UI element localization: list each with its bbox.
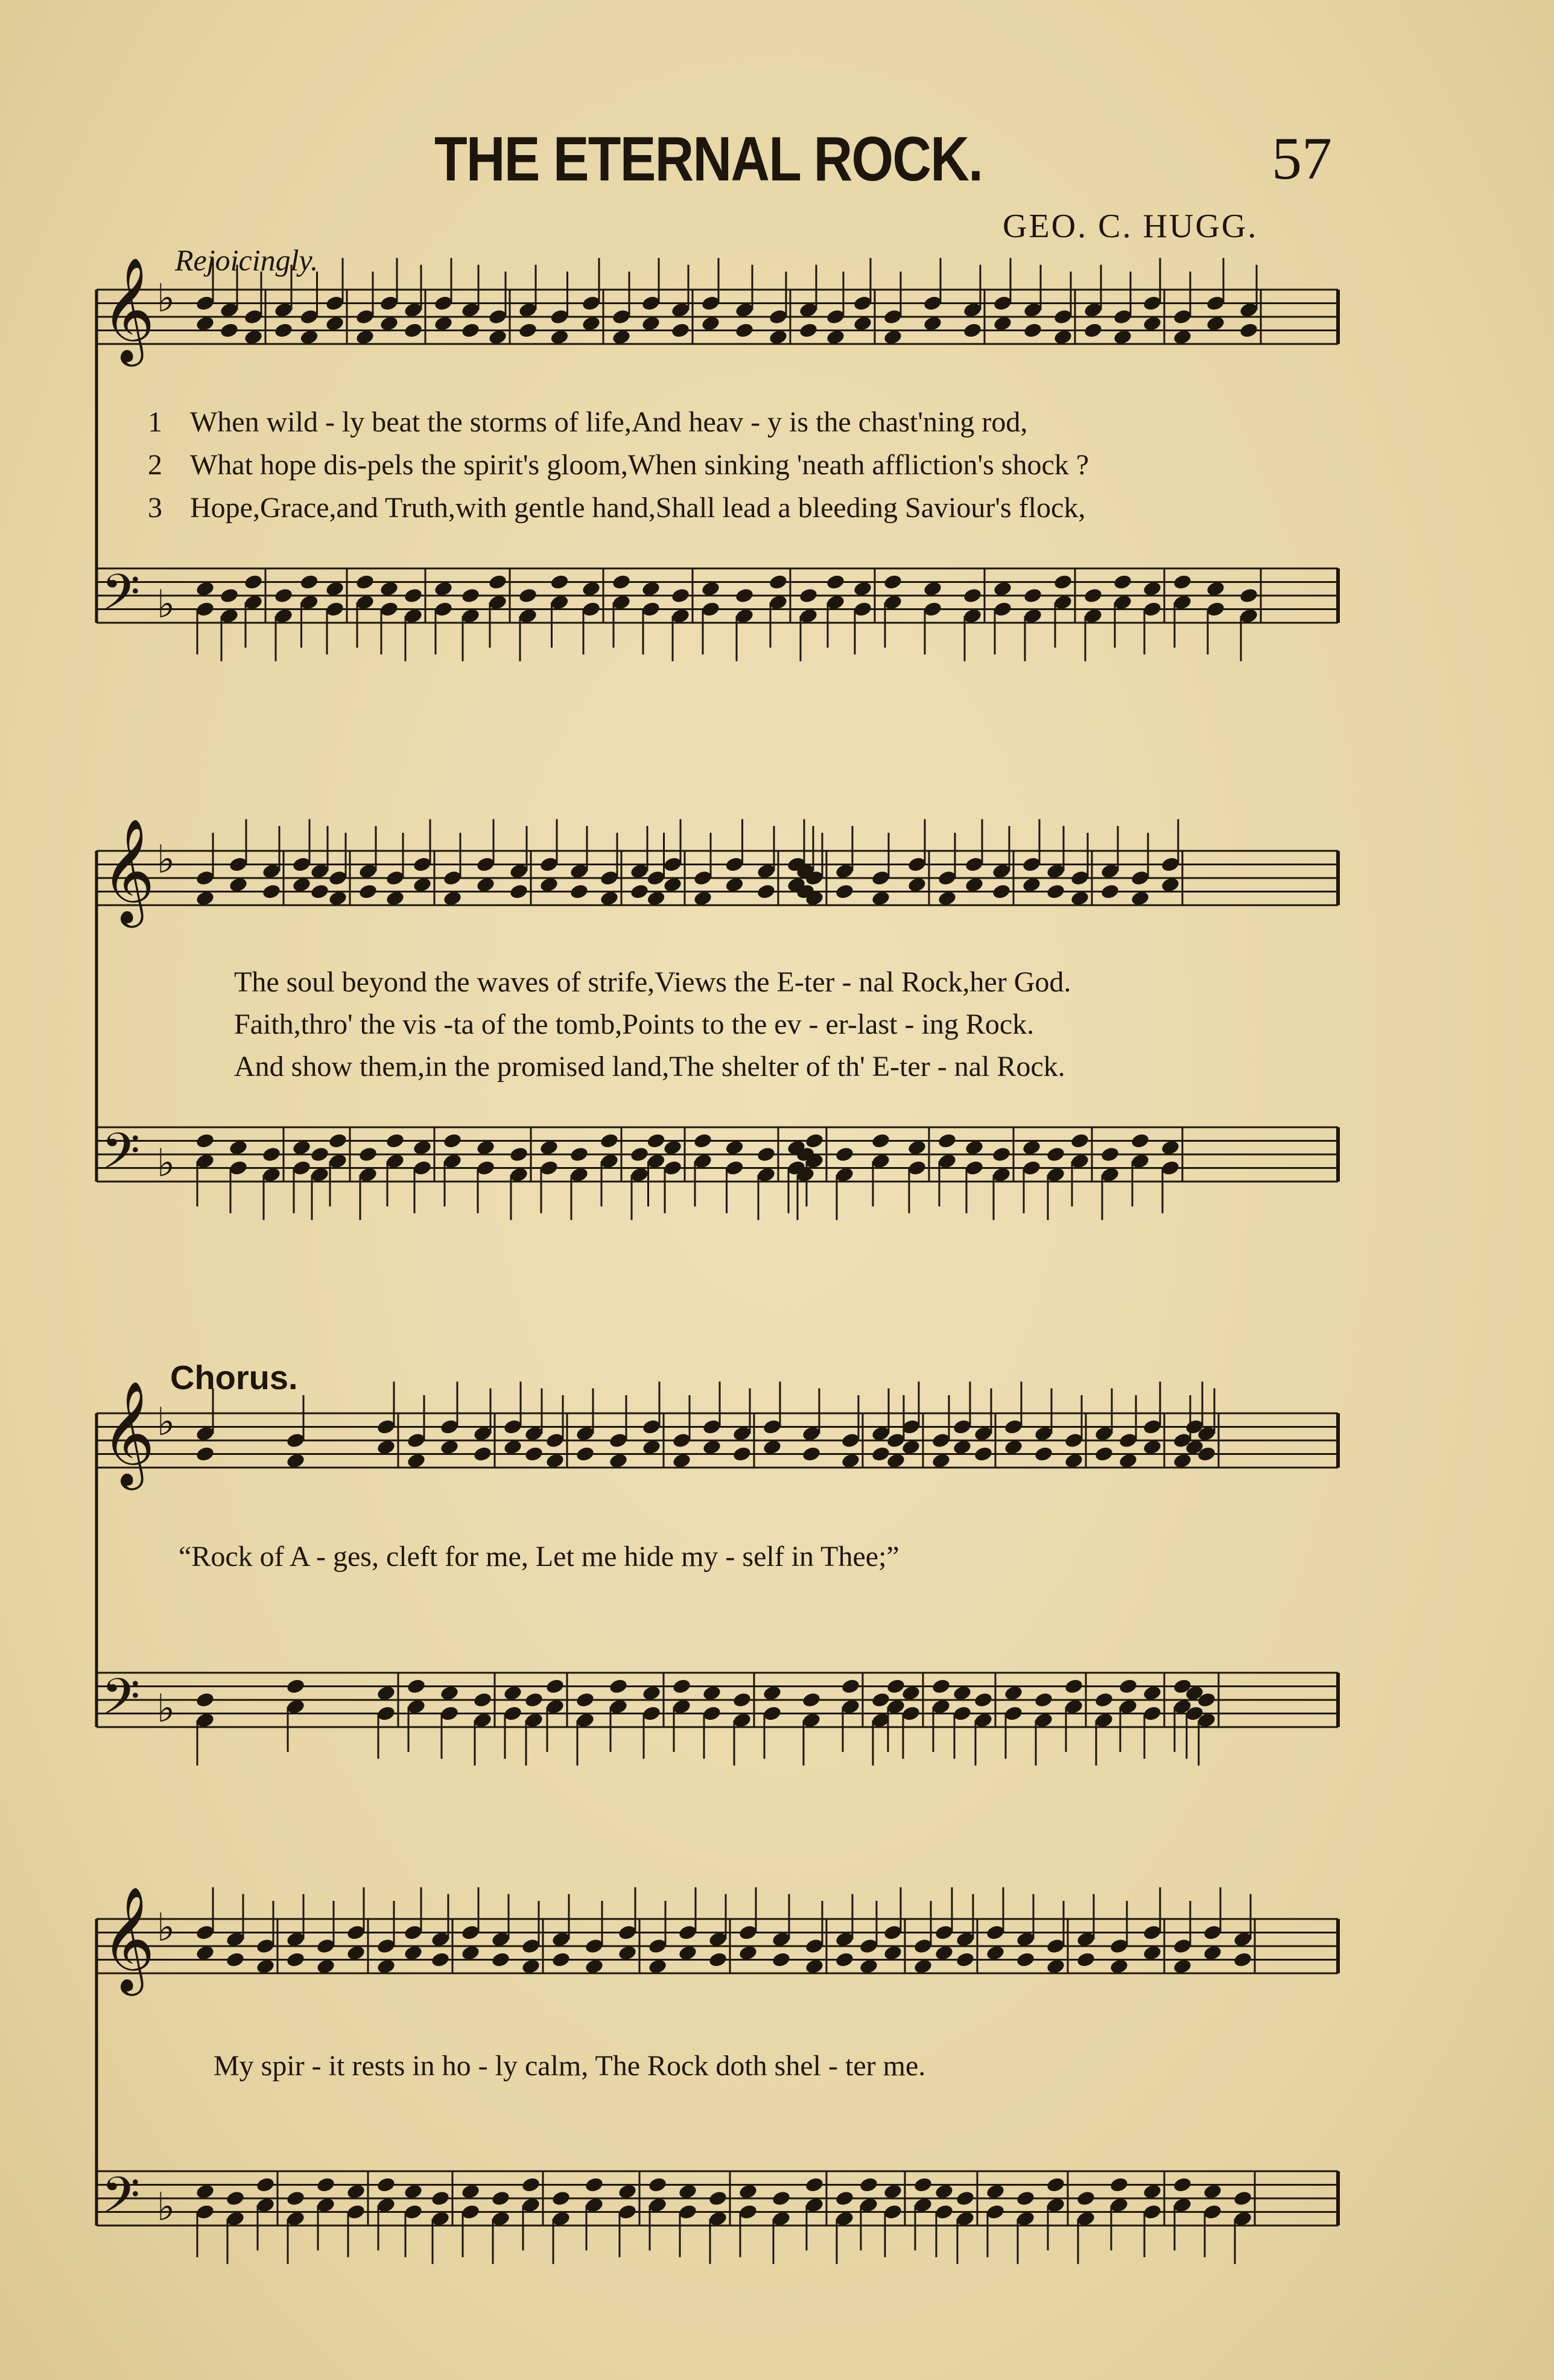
notehead <box>575 1445 595 1462</box>
composer-credit: GEO. C. HUGG. <box>1003 208 1258 245</box>
notehead <box>309 1146 329 1163</box>
notehead <box>358 883 378 900</box>
notehead <box>1232 2190 1252 2207</box>
notehead <box>195 1445 215 1462</box>
bass-clef-icon: 𝄢 <box>101 1122 141 1192</box>
notehead <box>490 2190 510 2207</box>
notehead <box>1045 2176 1065 2193</box>
notehead <box>195 1132 215 1149</box>
notehead <box>825 573 845 590</box>
notehead <box>584 2176 604 2193</box>
notehead <box>756 883 776 900</box>
notehead <box>871 1132 890 1149</box>
notehead <box>285 1951 305 1968</box>
notehead <box>937 1132 957 1149</box>
notehead <box>472 1691 492 1708</box>
bass-clef-icon: 𝄢 <box>101 1667 141 1738</box>
notehead <box>708 1951 728 1968</box>
notehead <box>771 2190 791 2207</box>
notehead <box>273 322 293 339</box>
notehead <box>693 1132 712 1149</box>
notehead <box>358 1146 378 1163</box>
notehead <box>801 1445 821 1462</box>
notehead <box>1083 587 1103 604</box>
lyric-verse-2-line-1: 2 What hope dis-pels the spirit's gloom,When sinking 'neath affliction's shock ? <box>148 449 1089 481</box>
notehead <box>1064 1678 1083 1694</box>
notehead <box>1023 587 1042 604</box>
notehead <box>1109 2176 1129 2193</box>
notehead <box>1015 2190 1035 2207</box>
notehead <box>273 587 293 604</box>
notehead <box>521 2176 541 2193</box>
notehead <box>1172 2176 1192 2193</box>
lyric-verse-2-line-2: Faith,thro' the vis -ta of the tomb,Points to the ev - er-last - ing Rock. <box>234 1008 1035 1040</box>
notehead <box>647 2176 667 2193</box>
notehead <box>385 1132 405 1149</box>
notehead <box>955 1951 975 1968</box>
notehead <box>883 573 902 590</box>
notehead <box>801 1691 821 1708</box>
notehead <box>1094 1691 1114 1708</box>
notehead <box>551 2190 571 2207</box>
notehead <box>524 1691 544 1708</box>
bass-clef-icon: 𝄢 <box>101 563 141 634</box>
notehead <box>355 573 375 590</box>
flat-icon: ♭ <box>157 582 176 627</box>
notehead <box>261 1146 281 1163</box>
notehead <box>1070 1132 1089 1149</box>
notehead <box>195 1691 215 1708</box>
notehead <box>732 1691 752 1708</box>
notehead <box>309 883 329 900</box>
notehead <box>1076 2190 1096 2207</box>
notehead <box>1232 1951 1252 1968</box>
notehead <box>834 1951 854 1968</box>
notehead <box>225 1951 245 1968</box>
notehead <box>1172 573 1192 590</box>
notehead <box>509 883 528 900</box>
notehead <box>1238 587 1258 604</box>
chorus-label: Chorus. <box>170 1358 298 1396</box>
notehead <box>1045 1146 1065 1163</box>
notehead <box>991 883 1011 900</box>
notehead <box>599 1132 619 1149</box>
notehead <box>734 322 754 339</box>
notehead <box>472 1445 492 1462</box>
notehead <box>646 1132 666 1149</box>
flat-icon: ♭ <box>157 1141 176 1186</box>
tempo-marking: Rejoicingly. <box>175 243 319 277</box>
notehead <box>1033 1445 1053 1462</box>
lyric-chorus-line-1: “Rock of A - ges, cleft for me, Let me hide my - self in Thee;” <box>179 1541 899 1573</box>
notehead <box>1238 322 1258 339</box>
flat-icon: ♭ <box>157 1906 176 1950</box>
notehead <box>973 1445 993 1462</box>
notehead <box>406 1678 426 1694</box>
bass-clef-icon: 𝄢 <box>101 2166 141 2236</box>
notehead <box>1083 322 1103 339</box>
notehead <box>219 587 239 604</box>
notehead <box>708 2190 728 2207</box>
notehead <box>442 1132 462 1149</box>
notehead <box>871 1691 890 1708</box>
notehead <box>670 322 690 339</box>
notehead <box>1053 573 1073 590</box>
notehead <box>550 573 569 590</box>
notehead <box>771 1951 791 1968</box>
notehead <box>255 2176 275 2193</box>
notehead <box>487 573 507 590</box>
notehead <box>376 2176 396 2193</box>
notehead <box>1100 883 1120 900</box>
notehead <box>629 1146 649 1163</box>
flat-icon: ♭ <box>157 276 176 321</box>
notehead <box>1033 1691 1053 1708</box>
notehead <box>962 322 982 339</box>
treble-clef-icon: 𝄞 <box>101 818 155 923</box>
notehead <box>886 1678 905 1694</box>
notehead <box>1023 322 1042 339</box>
treble-clef-icon: 𝄞 <box>101 1886 155 1991</box>
notehead <box>1130 1132 1150 1149</box>
notehead <box>490 1951 510 1968</box>
lyric-verse-1-line-2: The soul beyond the waves of strife,Views the E-ter - nal Rock,her God. <box>234 966 1071 998</box>
notehead <box>569 1146 589 1163</box>
notehead <box>575 1691 595 1708</box>
page-number: 57 <box>1272 125 1332 192</box>
notehead <box>551 1951 571 1968</box>
notehead <box>1100 1146 1120 1163</box>
notehead <box>834 883 854 900</box>
notehead <box>403 322 423 339</box>
notehead <box>955 2190 975 2207</box>
notehead <box>460 587 480 604</box>
notehead <box>732 1445 752 1462</box>
notehead <box>913 2176 933 2193</box>
notehead <box>834 2190 854 2207</box>
notehead <box>973 1691 993 1708</box>
notehead <box>285 1678 305 1694</box>
notehead <box>403 587 423 604</box>
notehead <box>219 322 239 339</box>
notehead <box>768 573 788 590</box>
lyric-verse-3-line-2: And show them,in the promised land,The shelter of th' E-ter - nal Rock. <box>234 1051 1065 1083</box>
flat-icon: ♭ <box>157 1687 176 1731</box>
notehead <box>328 1132 347 1149</box>
notehead <box>518 322 538 339</box>
treble-clef-icon: 𝄞 <box>101 1381 155 1486</box>
notehead <box>858 2176 878 2193</box>
treble-clef-icon: 𝄞 <box>101 257 155 362</box>
notehead <box>756 1146 776 1163</box>
notehead <box>430 2190 450 2207</box>
flat-icon: ♭ <box>157 838 176 882</box>
notehead <box>608 1678 628 1694</box>
notehead <box>243 573 263 590</box>
notehead <box>671 1678 691 1694</box>
hymn-title: THE ETERNAL ROCK. <box>434 124 983 194</box>
notehead <box>629 883 649 900</box>
flat-icon: ♭ <box>157 2185 176 2230</box>
notehead <box>611 573 631 590</box>
notehead <box>991 1146 1011 1163</box>
notehead <box>545 1678 565 1694</box>
notehead <box>1112 573 1132 590</box>
notehead <box>518 587 538 604</box>
flat-icon: ♭ <box>157 1400 176 1445</box>
notehead <box>931 1678 951 1694</box>
lyric-chorus-line-2: My spir - it rests in ho - ly calm, The Rock doth shel - ter me. <box>214 2050 926 2082</box>
notehead <box>509 1146 528 1163</box>
notehead <box>962 587 982 604</box>
notehead <box>316 2176 335 2193</box>
notehead <box>834 1146 854 1163</box>
notehead <box>460 322 480 339</box>
notehead <box>285 2190 305 2207</box>
notehead <box>840 1678 860 1694</box>
notehead <box>798 322 818 339</box>
notehead <box>670 587 690 604</box>
lyric-verse-1-line-1: 1 When wild - ly beat the storms of life,And heav - y is the chast'ning rod, <box>148 406 1028 438</box>
notehead <box>1015 1951 1035 1968</box>
notehead <box>261 883 281 900</box>
notehead <box>798 587 818 604</box>
notehead <box>299 573 319 590</box>
notehead <box>430 1951 450 1968</box>
notehead <box>569 883 589 900</box>
notehead <box>225 2190 245 2207</box>
notehead <box>524 1445 544 1462</box>
notehead <box>804 1132 824 1149</box>
notehead <box>804 2176 824 2193</box>
notehead <box>734 587 754 604</box>
lyric-verse-3-line-1: 3 Hope,Grace,and Truth,with gentle hand,Shall lead a bleeding Saviour's flock, <box>148 492 1086 524</box>
notehead <box>1045 883 1065 900</box>
notehead <box>1118 1678 1138 1694</box>
notehead <box>871 1445 890 1462</box>
notehead <box>1094 1445 1114 1462</box>
notehead <box>1076 1951 1096 1968</box>
